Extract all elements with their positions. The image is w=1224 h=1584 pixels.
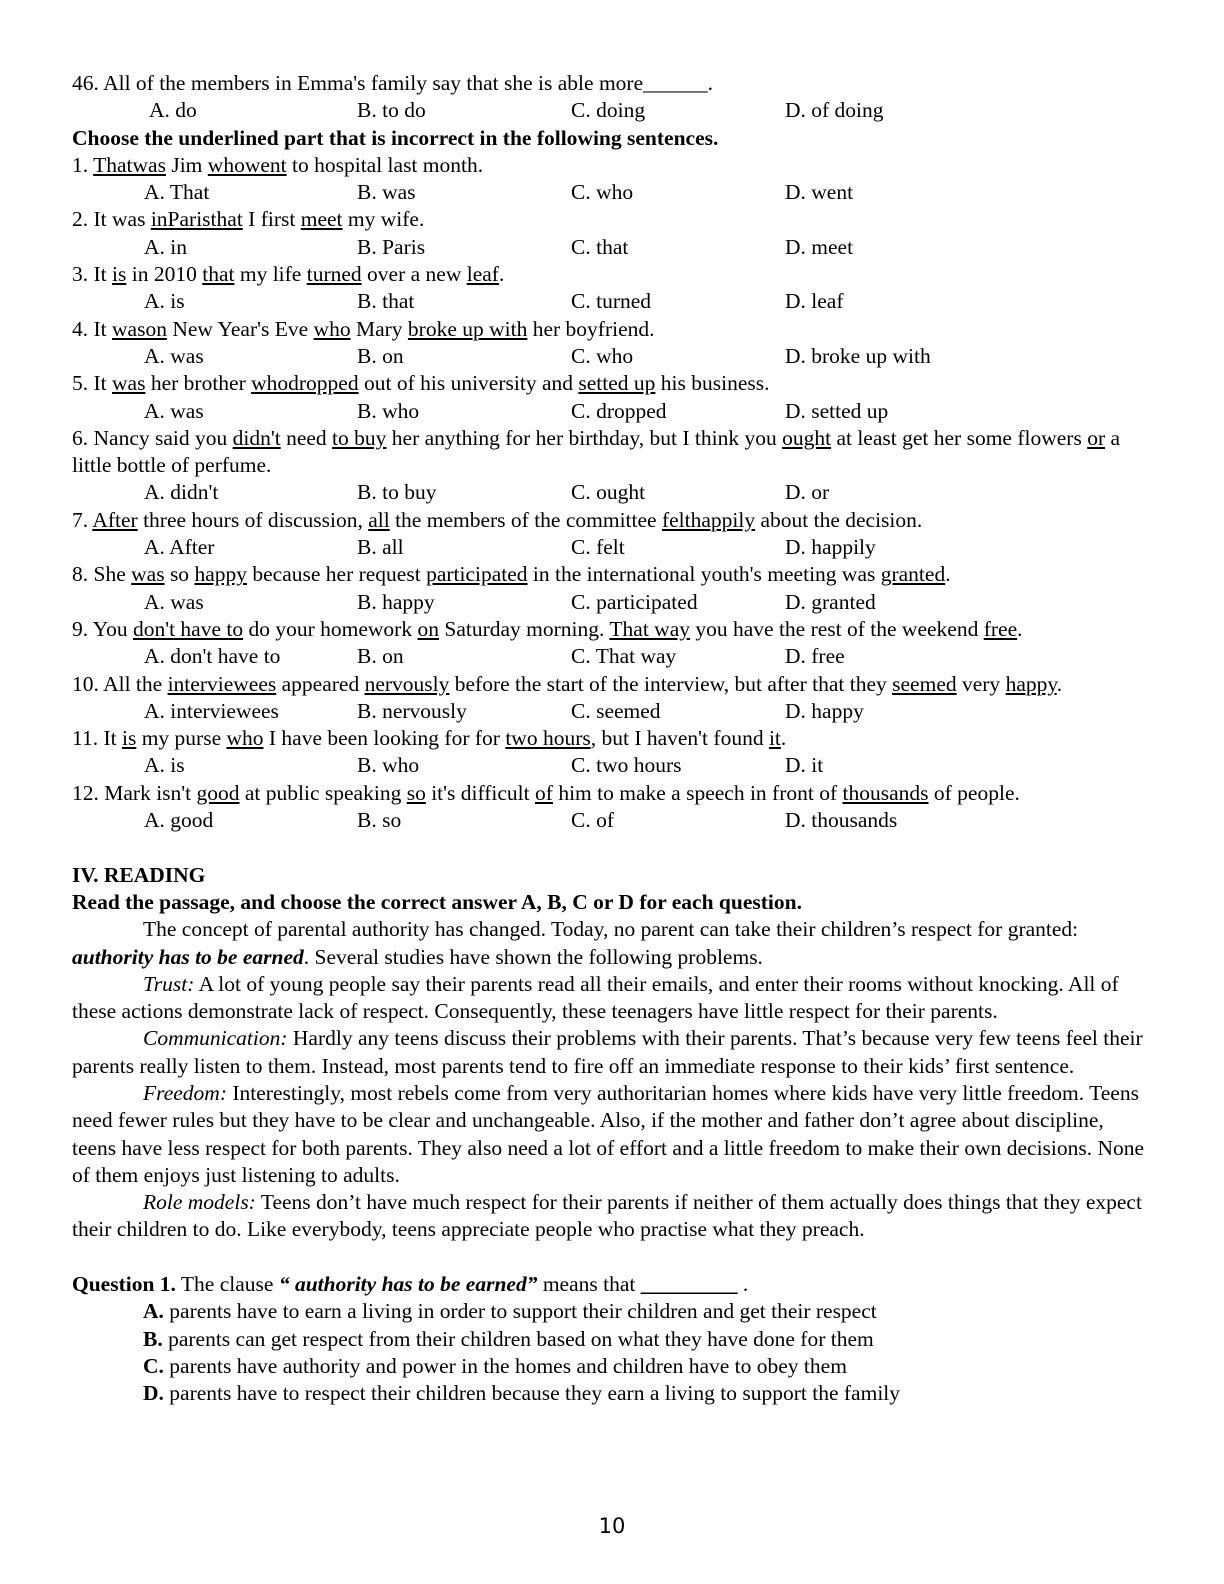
error-question-7-options [72, 534, 1152, 561]
option-c: C. felt [571, 535, 625, 560]
question-1-text-after: means that [537, 1272, 641, 1297]
question-number: 7. [72, 507, 93, 532]
sentence-text: Nancy said you [93, 425, 233, 450]
paragraph-text: Hardly any teens discuss their problems with their parents. That’s because very few teens feel their parents really listen to them. Instead, most parents tend to fire off an immediate response to their kids’ first sentence. [72, 1026, 1143, 1078]
underlined-part: whodropped [251, 371, 359, 396]
sentence-text: so [164, 562, 195, 587]
sentence-text: her brother [145, 371, 252, 396]
option-c: C. of [571, 808, 614, 833]
sentence-text: I have been looking for for [263, 726, 506, 751]
underlined-part: felthappily [661, 507, 756, 532]
question-number: 6. [72, 425, 94, 450]
sentence-text: over a new [361, 262, 467, 287]
error-question-2-stem [72, 206, 1152, 233]
sentence-text: very [956, 671, 1006, 696]
option-c: C. who [571, 343, 634, 368]
underlined-part: interviewees [167, 671, 277, 696]
sentence-text: . [945, 562, 951, 587]
paragraph-text: A lot of young people say their parents read all their emails, and enter their rooms without knocking. All of these actions demonstrate lack of respect. Consequently, these teenagers have little respect for their parents. [72, 971, 1119, 1024]
question-number: 1. [72, 152, 94, 177]
sentence-text: I first [242, 207, 301, 232]
option-a: A. interviewees [144, 698, 279, 723]
underlined-part: thousands [842, 780, 929, 805]
sentence-text: . [1056, 671, 1063, 696]
error-question-6-stem [72, 425, 1152, 480]
underlined-part: That way [609, 616, 690, 641]
underlined-part: two hours [505, 726, 591, 751]
underlined-part: didn't [232, 425, 281, 450]
sentence-text: It [93, 262, 113, 287]
sentence-text: in 2010 [126, 262, 203, 287]
passage-paragraph-communication [72, 1025, 1152, 1080]
passage-intro [72, 916, 1152, 971]
underlined-part: good [196, 780, 240, 805]
error-question-1-stem [72, 152, 1152, 179]
page-number: 10 [598, 1514, 626, 1538]
error-question-10-options [72, 698, 1152, 725]
errors-heading: Choose the underlined part that is incorrect in the following sentences. [72, 125, 719, 150]
sentence-text: of people. [928, 780, 1020, 805]
option-d: D. happily [785, 535, 876, 560]
answer-text: parents have to earn a living in order to support their children and get their respect [163, 1299, 877, 1324]
question-number: 4. [72, 316, 94, 341]
paragraph-label: Freedom: [143, 1080, 227, 1105]
underlined-part: of [535, 780, 553, 805]
error-question-6-options [72, 479, 1152, 506]
sentence-text: you have the rest of the weekend [689, 616, 984, 641]
underlined-part: who [313, 316, 351, 341]
option-d: D. it [785, 753, 824, 778]
sentence-text: out of his university and [358, 371, 579, 396]
underlined-part: free [983, 616, 1018, 641]
reading-heading: IV. READING [72, 862, 206, 887]
sentence-text: appeared [276, 671, 365, 696]
question-1-answer-d [72, 1380, 1152, 1407]
sentence-text: , but I haven't found [590, 726, 769, 751]
sentence-text: Mark isn't [104, 780, 197, 805]
q46-stem-text: 46. All of the members in Emma's family say that she is able more [72, 71, 644, 95]
passage-intro-before: The concept of parental authority has changed. Today, no parent can take their children’s respect for granted: [143, 917, 1079, 942]
answer-letter: D. [143, 1381, 164, 1406]
error-question-12-stem [72, 780, 1152, 807]
sentence-text: She [93, 562, 132, 587]
question-number: 8. [72, 562, 94, 587]
option-b: B. on [357, 343, 404, 368]
sentence-text: at public speaking [239, 780, 407, 805]
q46-option-a: A. do [149, 98, 197, 123]
worksheet-page [72, 70, 1152, 1408]
underlined-part: inParisthat [150, 207, 243, 232]
option-c: C. two hours [571, 753, 682, 778]
error-question-2-options [72, 234, 1152, 261]
error-question-10-stem [72, 671, 1152, 698]
question-1-text-before: The clause [175, 1272, 279, 1297]
sentence-text: It [103, 726, 122, 751]
option-a: A. don't have to [144, 644, 281, 669]
option-d: D. leaf [785, 289, 844, 314]
underlined-part: don't have to [132, 616, 244, 641]
error-question-9-options [72, 643, 1152, 670]
passage-paragraph-role-models [72, 1189, 1152, 1244]
answer-letter: C. [143, 1353, 164, 1378]
underlined-part: broke up with [407, 316, 528, 341]
underlined-part: or [1087, 425, 1106, 450]
option-c: C. seemed [571, 698, 661, 723]
sentence-text: Saturday morning. [438, 616, 610, 641]
section-gap [72, 1244, 1152, 1271]
q46-option-d: D. of doing [785, 98, 884, 123]
underlined-part: to buy [332, 425, 387, 450]
underlined-part: was [112, 371, 146, 396]
sentence-text: his business. [655, 371, 770, 396]
sentence-text: It [93, 316, 113, 341]
underlined-part: After [92, 507, 138, 532]
answer-text: parents have to respect their children because they earn a living to support the family [163, 1381, 901, 1406]
error-question-8-stem [72, 561, 1152, 588]
underlined-part: ought [782, 425, 832, 450]
sentence-text: It was [93, 207, 151, 232]
option-b: B. was [357, 180, 416, 205]
question-1-blank: _________ [640, 1272, 738, 1297]
paragraph-text: Teens don’t have much respect for their parents if neither of them actually does things that they expect their children to do. Like everybody, teens appreciate people who practise what they preach. [72, 1190, 1142, 1242]
sentence-text: him to make a speech in front of [552, 780, 843, 805]
sentence-text: . [1017, 616, 1023, 641]
option-a: A. didn't [144, 480, 219, 505]
underlined-part: so [406, 780, 426, 805]
option-d: D. broke up with [785, 343, 931, 368]
underlined-part: is [112, 262, 127, 287]
option-b: B. so [357, 808, 402, 833]
sentence-text: do your homework [243, 616, 418, 641]
underlined-part: it [768, 726, 781, 751]
underlined-part: turned [306, 262, 362, 287]
sentence-text: my purse [136, 726, 227, 751]
error-question-11-stem [72, 725, 1152, 752]
option-c: C. who [571, 180, 634, 205]
option-b: B. all [357, 535, 404, 560]
sentence-text: because her request [246, 562, 427, 587]
sentence-text: my life [234, 262, 307, 287]
sentence-text: my wife. [342, 207, 425, 232]
underlined-part: on [417, 616, 439, 641]
answer-text: parents can get respect from their children based on what they have done for them [162, 1326, 874, 1351]
underlined-part: happy [1005, 671, 1057, 696]
paragraph-text: Interestingly, most rebels come from very authoritarian homes where kids have very little freedom. Teens need fewer rules but they have to be clear and unchangeable. Also, if the mother and father don’t agree about discipline, teens have less respect for both parents. They also need a lot of effort and a little freedom to make their own decisions. None of them enjoys just listening to adults. [72, 1080, 1145, 1187]
option-b: B. who [357, 753, 420, 778]
underlined-part: all [368, 507, 390, 532]
q46-option-b: B. to do [357, 98, 426, 123]
option-b: B. happy [357, 589, 435, 614]
option-a: A. is [144, 289, 185, 314]
sentence-text: to hospital last month. [286, 152, 484, 177]
option-b: B. who [357, 398, 420, 423]
option-b: B. on [357, 644, 404, 669]
underlined-part: was [131, 562, 165, 587]
underlined-part: meet [300, 207, 343, 232]
error-question-1-options [72, 179, 1152, 206]
sentence-text: about the decision. [755, 507, 923, 532]
option-b: B. Paris [357, 234, 426, 259]
underlined-part: nervously [364, 671, 450, 696]
error-question-5-options [72, 398, 1152, 425]
error-question-5-stem [72, 370, 1152, 397]
underlined-part: participated [426, 562, 528, 587]
option-c: C. ought [571, 480, 646, 505]
option-d: D. free [785, 644, 845, 669]
underlined-part: that [202, 262, 235, 287]
sentence-text: her boyfriend. [527, 316, 655, 341]
question-number: 12. [72, 780, 105, 805]
sentence-text: Jim [165, 152, 208, 177]
option-d: D. happy [785, 698, 864, 723]
option-c: C. turned [571, 289, 652, 314]
option-d: D. setted up [785, 398, 889, 423]
sentence-text: at least get her some flowers [831, 425, 1088, 450]
option-b: B. to buy [357, 480, 437, 505]
passage-paragraph-trust [72, 971, 1152, 1026]
q46-stem [72, 70, 1152, 97]
sentence-text: New Year's Eve [166, 316, 314, 341]
underlined-part: who [226, 726, 264, 751]
passage-intro-emphasis: authority has to be earned [72, 944, 304, 969]
underlined-part: granted [880, 562, 946, 587]
question-number: 9. [72, 616, 93, 641]
underlined-part: whowent [207, 152, 287, 177]
answer-letter: A. [143, 1299, 164, 1324]
answer-letter: B. [143, 1326, 163, 1351]
question-1-answer-b [72, 1326, 1152, 1353]
sentence-text: the members of the committee [389, 507, 662, 532]
option-c: C. participated [571, 589, 698, 614]
underlined-part: is [121, 726, 137, 751]
error-question-12-options [72, 807, 1152, 834]
option-a: A. was [144, 398, 204, 423]
error-question-3-stem [72, 261, 1152, 288]
sentence-text: it's difficult [425, 780, 536, 805]
passage-paragraph-freedom [72, 1080, 1152, 1189]
sentence-text: You [92, 616, 133, 641]
question-number: 2. [72, 207, 94, 232]
error-question-9-stem [72, 616, 1152, 643]
passage-intro-after: . Several studies have shown the following problems. [303, 944, 763, 969]
q46-options [72, 97, 1152, 124]
paragraph-label: Trust: [143, 971, 195, 996]
underlined-part: Thatwas [93, 152, 166, 177]
option-c: C. That way [571, 644, 677, 669]
question-number: 5. [72, 371, 94, 396]
question-number: 11. [72, 726, 104, 751]
sentence-text: . [498, 262, 505, 287]
sentence-text: Mary [350, 316, 408, 341]
question-1-stem [72, 1271, 1152, 1298]
option-a: A. good [144, 808, 214, 833]
paragraph-label: Communication: [143, 1026, 288, 1051]
question-1-label: Question 1. [72, 1272, 176, 1297]
sentence-text: in the international youth's meeting was [527, 562, 881, 587]
underlined-part: wason [112, 316, 167, 341]
option-a: A. After [144, 535, 215, 560]
option-d: D. thousands [785, 808, 898, 833]
option-c: C. that [571, 234, 629, 259]
option-c: C. dropped [571, 398, 667, 423]
option-d: D. went [785, 180, 854, 205]
sentence-text: three hours of discussion, [137, 507, 369, 532]
paragraph-label: Role models: [143, 1190, 256, 1215]
question-1-end: . [737, 1272, 749, 1297]
question-number: 3. [72, 262, 94, 287]
option-b: B. that [357, 289, 415, 314]
error-question-3-options [72, 288, 1152, 315]
sentence-text: It [93, 371, 113, 396]
option-a: A. was [144, 589, 204, 614]
sentence-text: All the [103, 671, 168, 696]
question-1-answer-c [72, 1353, 1152, 1380]
error-questions-list [72, 152, 1152, 834]
option-a: A. That [144, 180, 210, 205]
q46-option-c: C. doing [571, 98, 646, 123]
option-a: A. in [144, 234, 187, 259]
sentence-text: her anything for her birthday, but I think you [386, 425, 783, 450]
underlined-part: happy [194, 562, 247, 587]
sentence-text: a little bottle of perfume. [72, 425, 1121, 478]
underlined-part: seemed [892, 671, 957, 696]
option-d: D. meet [785, 234, 854, 259]
underlined-part: leaf [466, 262, 499, 287]
error-question-4-options [72, 343, 1152, 370]
reading-instruction: Read the passage, and choose the correct answer A, B, C or D for each question. [72, 889, 802, 914]
error-question-8-options [72, 589, 1152, 616]
error-question-11-options [72, 752, 1152, 779]
question-number: 10. [72, 671, 104, 696]
option-d: D. granted [785, 589, 876, 614]
answer-text: parents have authority and power in the homes and children have to obey them [163, 1353, 847, 1378]
error-question-4-stem [72, 316, 1152, 343]
underlined-part: setted up [578, 371, 656, 396]
q46-blank: ______ [643, 71, 708, 95]
q46-end: . [707, 71, 713, 95]
section-gap [72, 834, 1152, 861]
option-b: B. nervously [357, 698, 467, 723]
error-question-7-stem [72, 507, 1152, 534]
option-a: A. is [144, 753, 185, 778]
sentence-text: need [280, 425, 333, 450]
sentence-text: before the start of the interview, but after that they [449, 671, 893, 696]
question-1-answer-a [72, 1298, 1152, 1325]
sentence-text: . [780, 726, 787, 751]
option-a: A. was [144, 343, 204, 368]
option-d: D. or [785, 480, 830, 505]
question-1-quote: “ authority has to be earned” [278, 1272, 538, 1297]
